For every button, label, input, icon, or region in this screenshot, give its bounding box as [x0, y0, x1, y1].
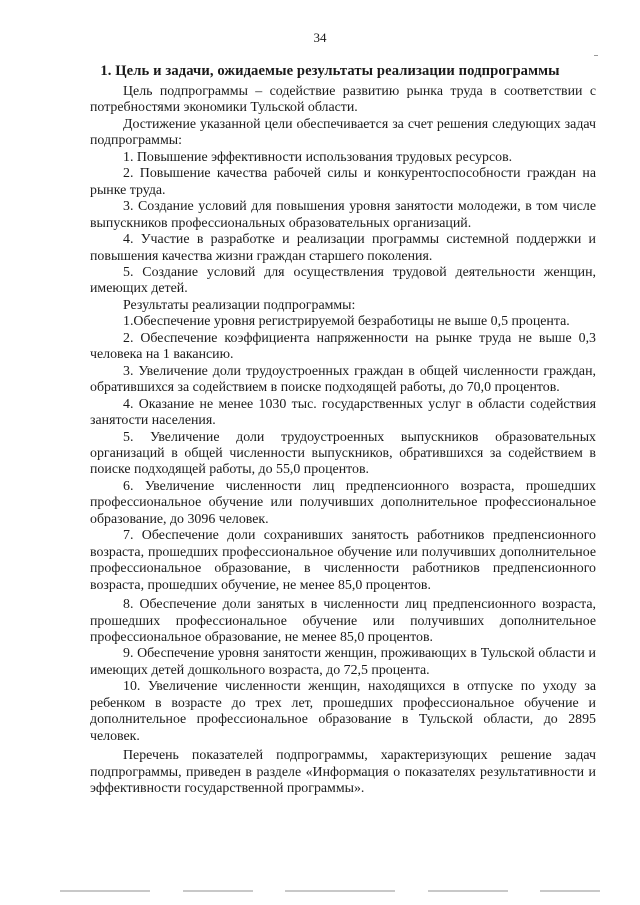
result-item: 8. Обеспечение доли занятых в численности лиц предпенсионного возраста, прошедших профессиональное обучение или получивших дополнительное профессиональное образование, не менее 85,0 процентов. [90, 597, 596, 645]
document-body [90, 84, 596, 797]
paragraph-goal: Цель подпрограммы – содействие развитию рынка труда в соответствии с потребностями экономики Тульской области. [90, 84, 596, 116]
task-item: 4. Участие в разработке и реализации программы системной поддержки и повышения качества жизни граждан старшего поколения. [90, 232, 596, 264]
scan-mark [594, 55, 598, 56]
section-title: 1. Цель и задачи, ожидаемые результаты реализации подпрограммы [100, 63, 560, 79]
task-item: 2. Повышение качества рабочей силы и конкурентоспособности граждан на рынке труда. [90, 166, 596, 198]
paragraph-results-intro: Результаты реализации подпрограммы: [123, 297, 356, 313]
result-item: 5. Увеличение доли трудоустроенных выпускников образовательных организаций в общей численности выпускников, обратившихся за содействием в поиске подходящей работы, до 55,0 процентов. [90, 429, 596, 478]
scan-footer-artifacts [60, 890, 600, 894]
task-item: 5. Создание условий для осуществления трудовой деятельности женщин, имеющих детей. [90, 264, 596, 297]
result-item: 9. Обеспечение уровня занятости женщин, проживающих в Тульской области и имеющих детей дошкольного возраста, до 72,5 процента. [90, 646, 596, 678]
result-item: 10. Увеличение численности женщин, находящихся в отпуске по уходу за ребенком в возрасте до трех лет, прошедших профессиональное обучение и дополнительное профессиональное образование в Тульской области, до 2895 человек. [90, 679, 596, 744]
paragraph-indicators: Перечень показателей подпрограммы, характеризующих решение задач подпрограммы, приведен в разделе «Информация о показателях результативности и эффективности государственной программы». [90, 748, 596, 797]
result-item: 1.Обеспечение уровня регистрируемой безработицы не выше 0,5 процента. [123, 314, 570, 330]
result-item: 4. Оказание не менее 1030 тыс. государственных услуг в области содействия занятости населения. [90, 396, 596, 429]
result-item: 7. Обеспечение доли сохранивших занятость работников предпенсионного возраста, прошедших профессиональное обучение или получивших дополнительное профессиональное образование, в численности работников предпенсионного возраста, прошедших обучение, не менее 85,0 процентов. [90, 528, 596, 593]
paragraph-tasks-intro: Достижение указанной цели обеспечивается за счет решения следующих задач подпрограммы: [90, 116, 596, 149]
page-number: 34 [313, 30, 327, 45]
result-item: 2. Обеспечение коэффициента напряженности на рынке труда не выше 0,3 человека на 1 вакансию. [90, 330, 596, 363]
result-item: 6. Увеличение численности лиц предпенсионного возраста, прошедших профессиональное обучение или получивших дополнительное профессиональное образование, до 3096 человек. [90, 478, 596, 527]
result-item: 3. Увеличение доли трудоустроенных граждан в общей численности граждан, обратившихся за содействием в поиске подходящей работы, до 70,0 процентов. [90, 363, 596, 396]
task-item: 1. Повышение эффективности использования трудовых ресурсов. [123, 149, 513, 165]
task-item: 3. Создание условий для повышения уровня занятости молодежи, в том числе выпускников профессиональных образовательных организаций. [90, 199, 596, 231]
